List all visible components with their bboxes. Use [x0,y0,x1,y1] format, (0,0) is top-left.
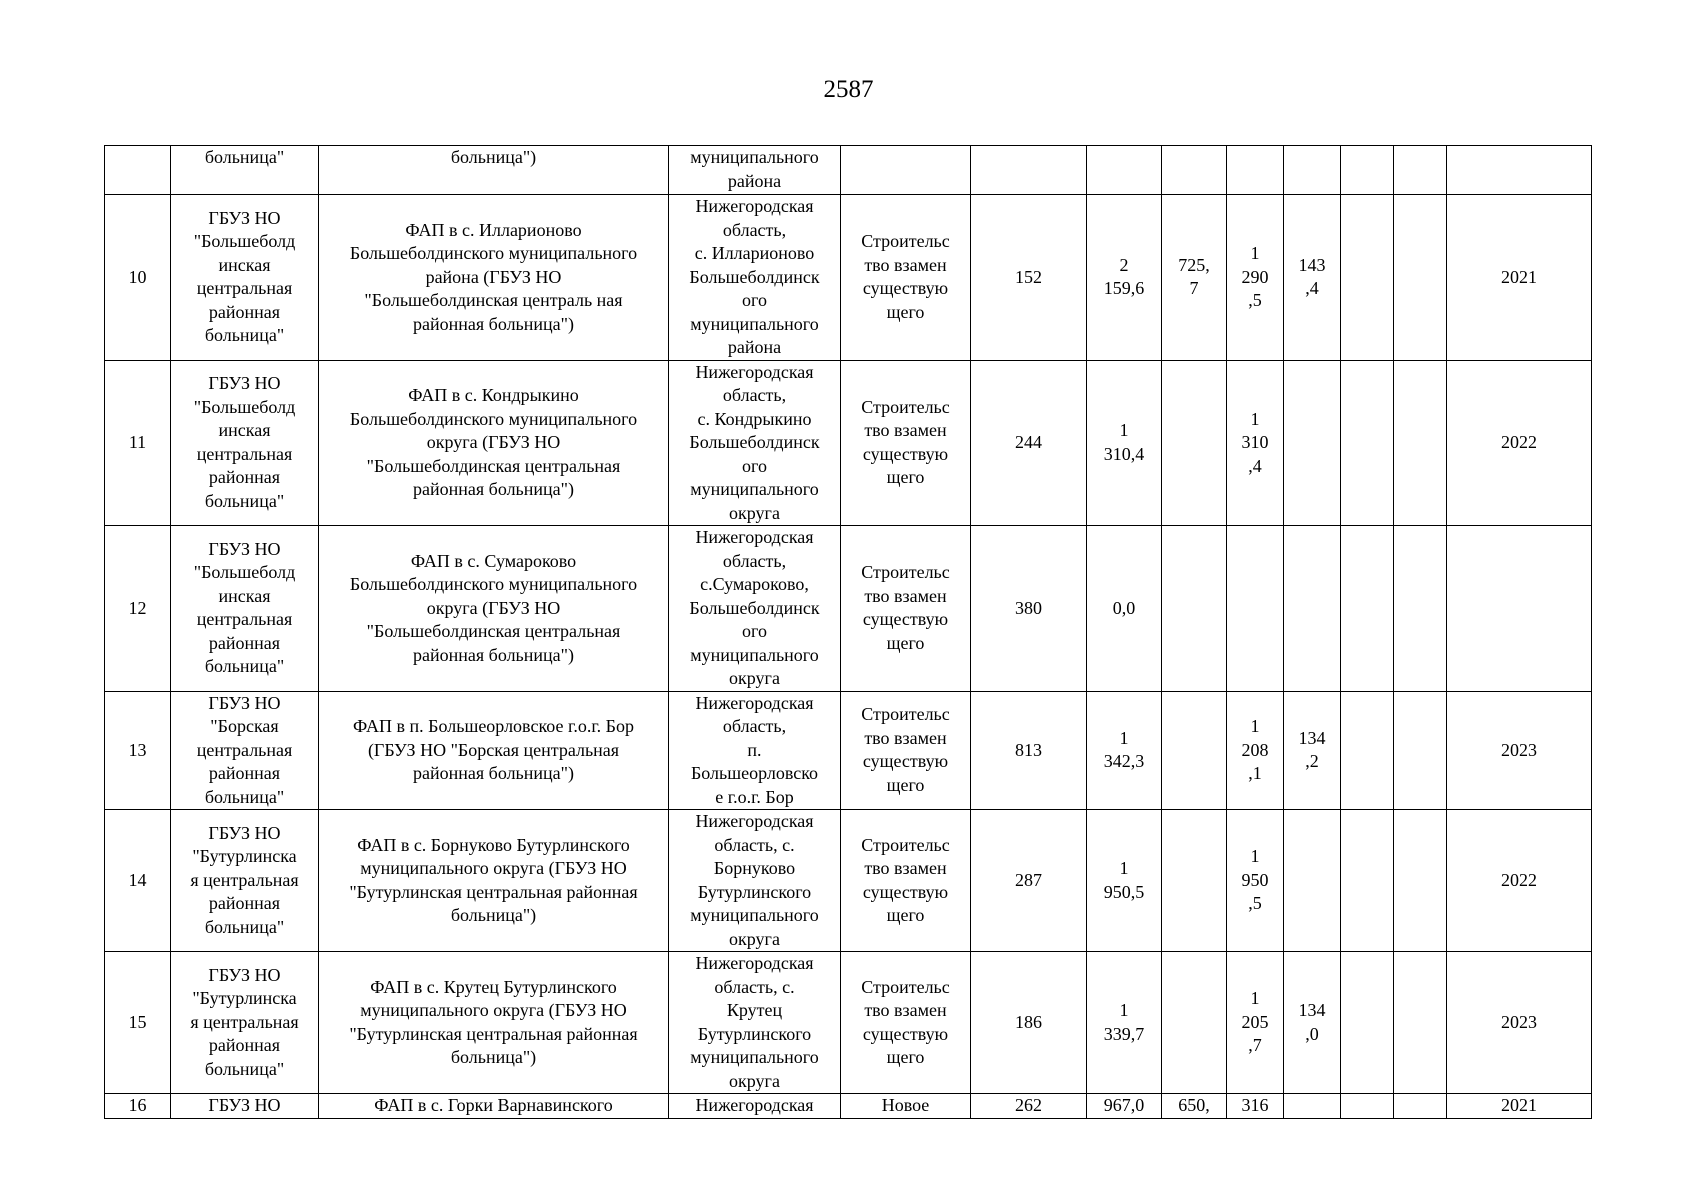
cell-year: 2022 [1447,360,1592,526]
cell-c2 [1087,146,1162,195]
cell-type: Строительс тво взамен существую щего [841,952,971,1094]
cell-name: ФАП в п. Большеорловское г.о.г. Бор (ГБУЗ НО "Борская центральная районная больница") [319,691,669,810]
cell-c6 [1341,526,1394,692]
cell-c2: 967,0 [1087,1094,1162,1119]
cell-c1 [971,146,1087,195]
cell-c1: 813 [971,691,1087,810]
cell-c3 [1162,952,1227,1094]
cell-c4: 1 208 ,1 [1227,691,1284,810]
cell-c5: 134 ,2 [1284,691,1341,810]
cell-c1: 152 [971,195,1087,361]
cell-c7 [1394,526,1447,692]
facilities-table [104,145,1592,1119]
cell-num: 13 [105,691,171,810]
cell-c5: 134 ,0 [1284,952,1341,1094]
cell-type: Строительс тво взамен существую щего [841,195,971,361]
page-number: 2587 [823,76,874,103]
cell-c2: 1 950,5 [1087,810,1162,952]
cell-c5 [1284,1094,1341,1119]
cell-c7 [1394,810,1447,952]
table-row [105,691,1592,810]
cell-num: 10 [105,195,171,361]
cell-type: Строительс тво взамен существую щего [841,810,971,952]
cell-c1: 262 [971,1094,1087,1119]
cell-c5 [1284,810,1341,952]
cell-c7 [1394,195,1447,361]
cell-year: 2023 [1447,952,1592,1094]
table-row [105,526,1592,692]
cell-c4: 1 290 ,5 [1227,195,1284,361]
cell-org: ГБУЗ НО "Большеболд инская центральная районная больница" [171,526,319,692]
cell-c7 [1394,952,1447,1094]
cell-c4: 1 310 ,4 [1227,360,1284,526]
cell-c2: 1 342,3 [1087,691,1162,810]
cell-c4: 1 205 ,7 [1227,952,1284,1094]
cell-c5 [1284,146,1341,195]
cell-address: Нижегородская область, с. Борнуково Бутурлинского муниципального округа [669,810,841,952]
cell-address: муниципального района [669,146,841,195]
cell-name: ФАП в с. Крутец Бутурлинского муниципального округа (ГБУЗ НО "Бутурлинская центральная районная больница") [319,952,669,1094]
cell-type: Строительс тво взамен существую щего [841,526,971,692]
cell-c1: 186 [971,952,1087,1094]
cell-year [1447,146,1592,195]
cell-name: ФАП в с. Илларионово Большеболдинского муниципального района (ГБУЗ НО "Большеболдинская централь ная районная больница") [319,195,669,361]
cell-c3 [1162,810,1227,952]
cell-address: Нижегородская [669,1094,841,1119]
cell-num: 15 [105,952,171,1094]
cell-org: ГБУЗ НО "Большеболд инская центральная районная больница" [171,360,319,526]
cell-address: Нижегородская область, с. Крутец Бутурлинского муниципального округа [669,952,841,1094]
cell-name: ФАП в с. Борнуково Бутурлинского муниципального округа (ГБУЗ НО "Бутурлинская центральная районная больница") [319,810,669,952]
cell-year: 2023 [1447,691,1592,810]
cell-org: ГБУЗ НО "Борская центральная районная больница" [171,691,319,810]
cell-org: ГБУЗ НО "Бутурлинска я центральная районная больница" [171,810,319,952]
cell-c1: 380 [971,526,1087,692]
cell-c6 [1341,360,1394,526]
cell-type: Новое [841,1094,971,1119]
cell-name: ФАП в с. Сумароково Большеболдинского муниципального округа (ГБУЗ НО "Большеболдинская центральная районная больница") [319,526,669,692]
cell-c6 [1341,146,1394,195]
cell-c2: 0,0 [1087,526,1162,692]
cell-org: больница" [171,146,319,195]
cell-c7 [1394,691,1447,810]
cell-year: 2021 [1447,1094,1592,1119]
cell-c7 [1394,146,1447,195]
cell-c3 [1162,360,1227,526]
table-row [105,952,1592,1094]
cell-c4: 316 [1227,1094,1284,1119]
cell-c6 [1341,952,1394,1094]
cell-type [841,146,971,195]
cell-c3 [1162,146,1227,195]
cell-num: 14 [105,810,171,952]
cell-c1: 287 [971,810,1087,952]
table-row [105,360,1592,526]
cell-c3: 725, 7 [1162,195,1227,361]
cell-name: ФАП в с. Кондрыкино Большеболдинского муниципального округа (ГБУЗ НО "Большеболдинская центральная районная больница") [319,360,669,526]
cell-num: 11 [105,360,171,526]
cell-c2: 1 310,4 [1087,360,1162,526]
cell-address: Нижегородская область, с. Кондрыкино Большеболдинск ого муниципального округа [669,360,841,526]
cell-address: Нижегородская область, п. Большеорловско е г.о.г. Бор [669,691,841,810]
cell-name: ФАП в с. Горки Варнавинского [319,1094,669,1119]
cell-org: ГБУЗ НО [171,1094,319,1119]
cell-c3 [1162,691,1227,810]
cell-year: 2022 [1447,810,1592,952]
cell-c7 [1394,360,1447,526]
cell-type: Строительс тво взамен существую щего [841,360,971,526]
table-row-partial [105,1094,1592,1119]
cell-c6 [1341,691,1394,810]
cell-c5: 143 ,4 [1284,195,1341,361]
cell-c5 [1284,360,1341,526]
cell-c2: 2 159,6 [1087,195,1162,361]
cell-c4 [1227,146,1284,195]
cell-num: 16 [105,1094,171,1119]
cell-type: Строительс тво взамен существую щего [841,691,971,810]
cell-name: больница") [319,146,669,195]
cell-c1: 244 [971,360,1087,526]
cell-num: 12 [105,526,171,692]
cell-address: Нижегородская область, с.Сумароково, Большеболдинск ого муниципального округа [669,526,841,692]
cell-c3 [1162,526,1227,692]
cell-address: Нижегородская область, с. Илларионово Большеболдинск ого муниципального района [669,195,841,361]
cell-num [105,146,171,195]
cell-c4: 1 950 ,5 [1227,810,1284,952]
cell-c6 [1341,195,1394,361]
cell-c5 [1284,526,1341,692]
table-body [105,146,1592,1119]
cell-year: 2021 [1447,195,1592,361]
cell-c3: 650, [1162,1094,1227,1119]
cell-c4 [1227,526,1284,692]
cell-c6 [1341,1094,1394,1119]
cell-c7 [1394,1094,1447,1119]
table-row-continuation [105,146,1592,195]
cell-org: ГБУЗ НО "Большеболд инская центральная районная больница" [171,195,319,361]
table-row [105,810,1592,952]
cell-c6 [1341,810,1394,952]
table-row [105,195,1592,361]
cell-c2: 1 339,7 [1087,952,1162,1094]
cell-year [1447,526,1592,692]
cell-org: ГБУЗ НО "Бутурлинска я центральная районная больница" [171,952,319,1094]
